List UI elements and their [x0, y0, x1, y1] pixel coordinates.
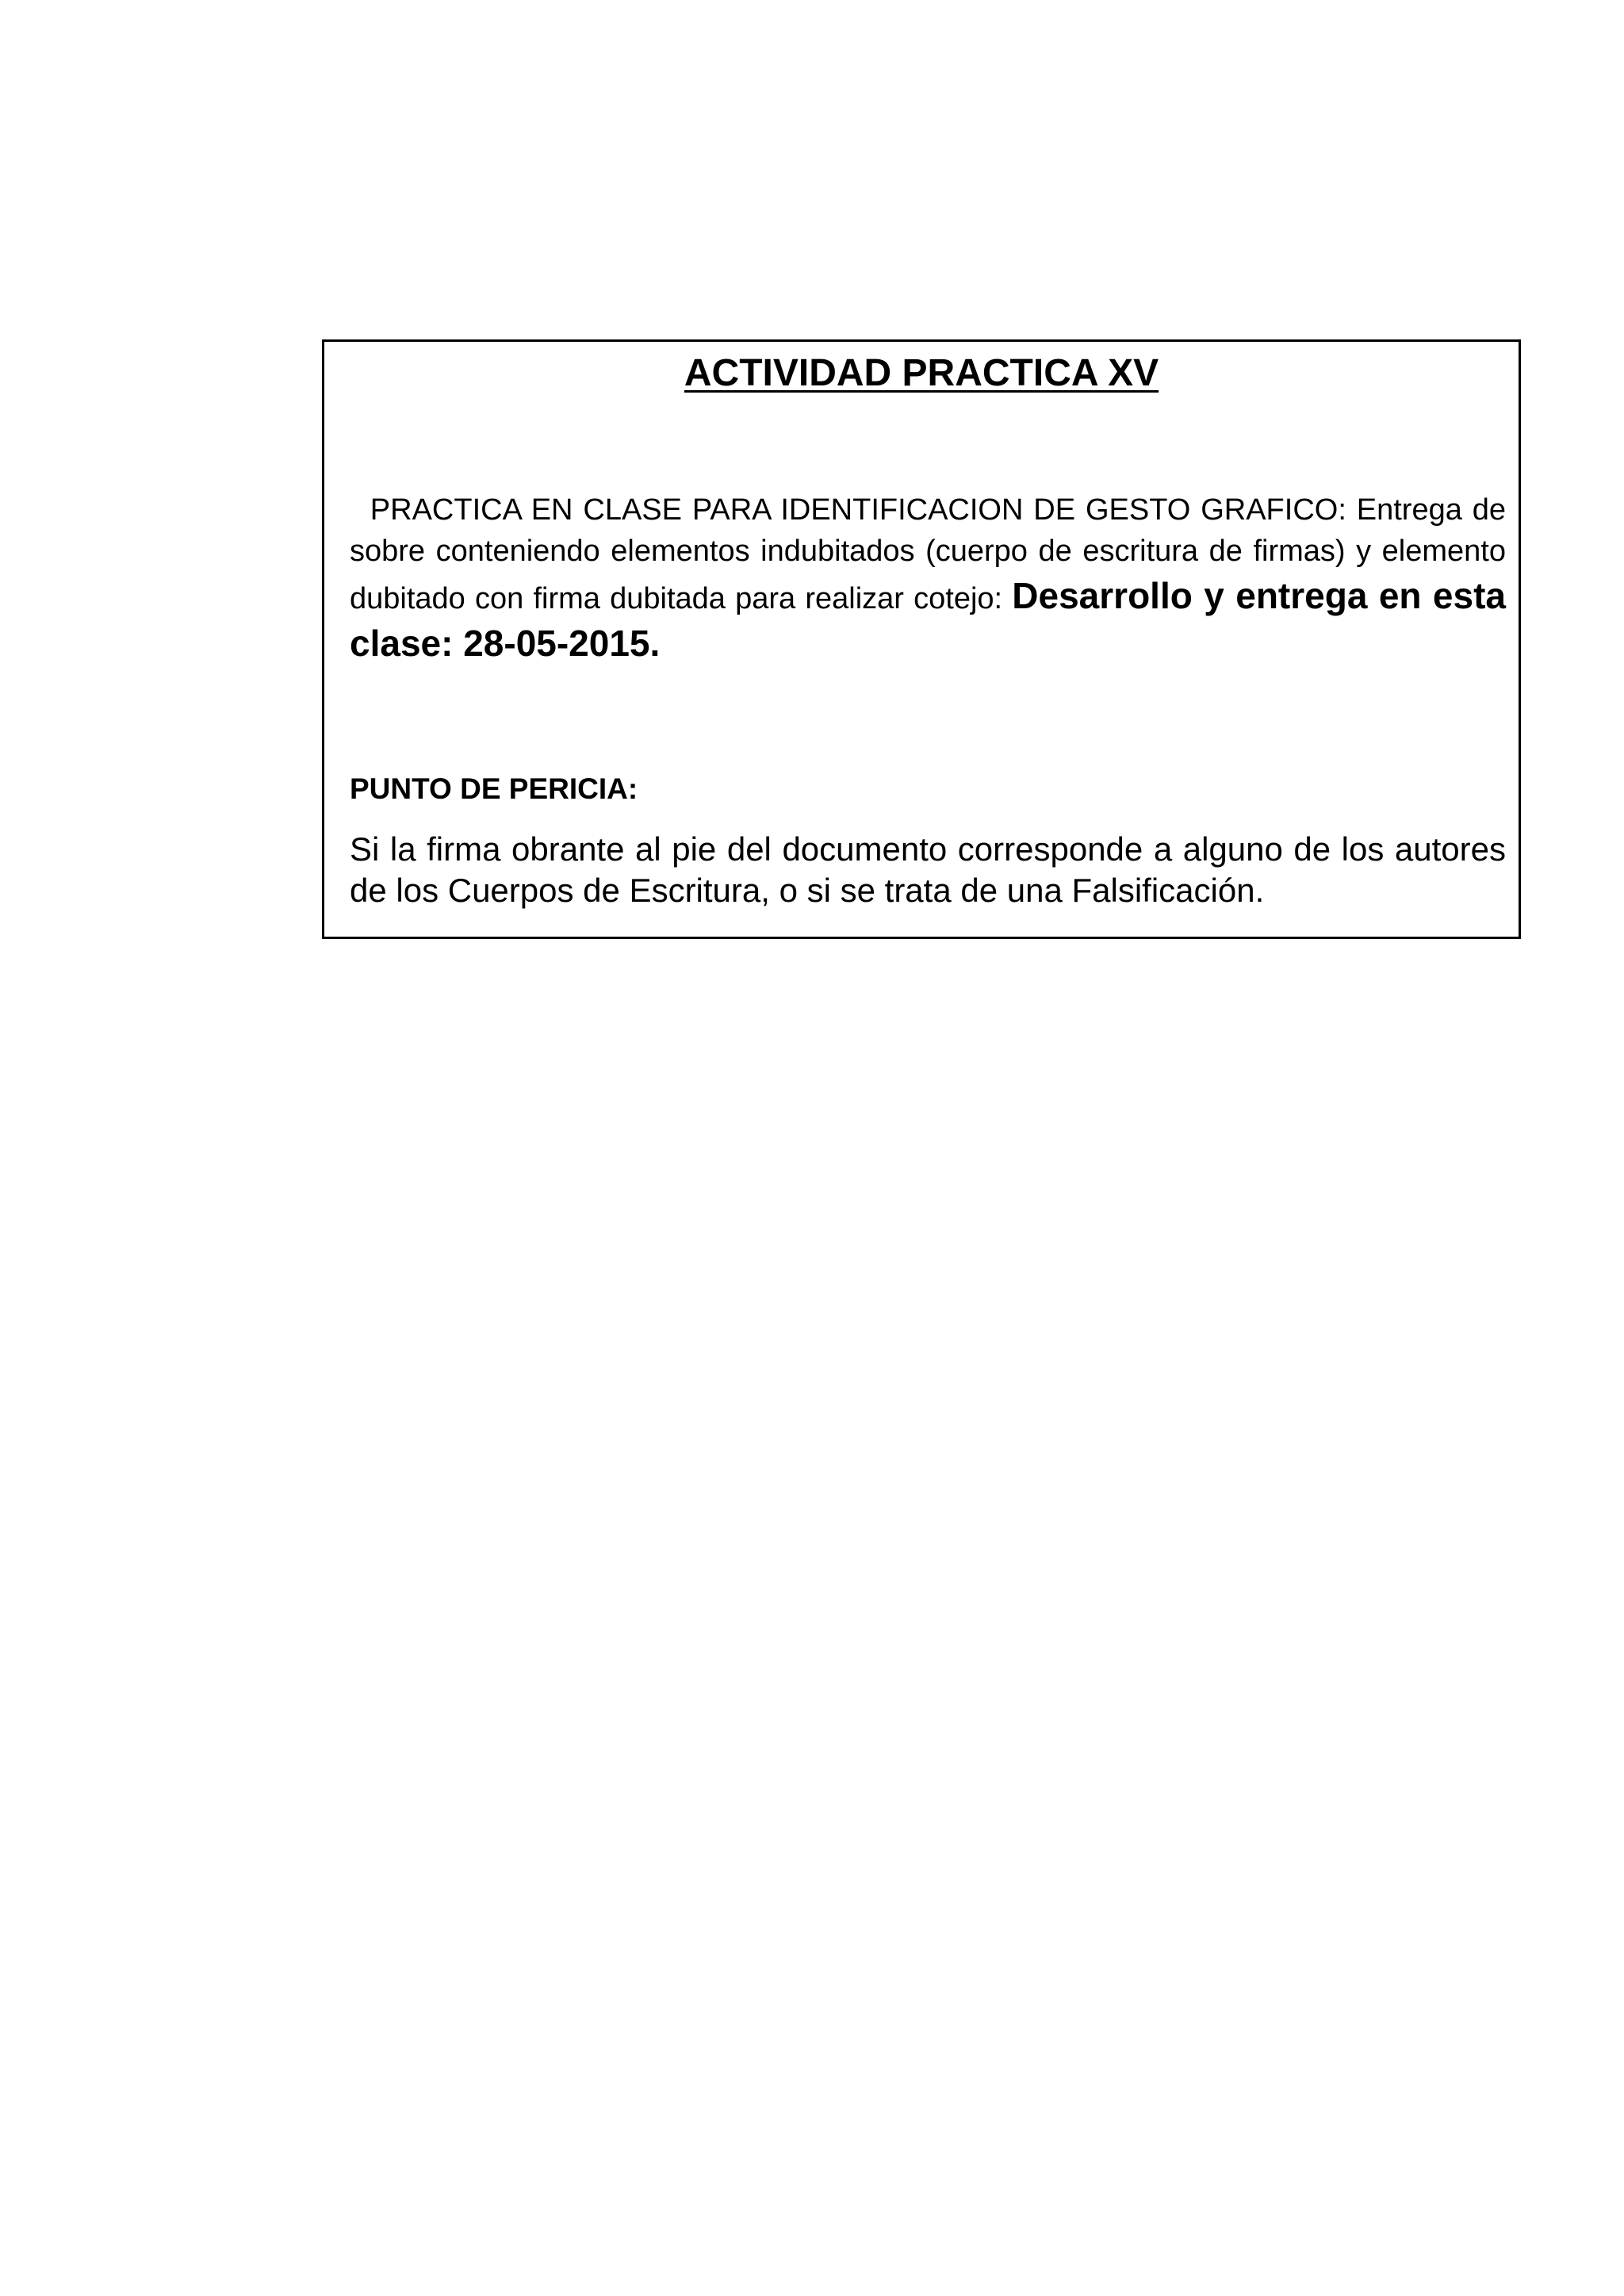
expertise-point-body: Si la firma obrante al pie del documento corresponde a alguno de los autores de los Cuerpos de Escritura, o si se trata de una Falsificación. — [350, 830, 1506, 909]
delivery-date-emphasis: Desarrollo y entrega en esta clase: 28-05-2015. — [350, 575, 1506, 664]
activity-box — [322, 339, 1521, 939]
activity-description-lead: PRACTICA EN CLASE PARA IDENTIFICACION DE GESTO GRAFICO: Entrega de sobre conteniendo elementos indubitados (cuerpo de escritura de firmas) y elemento dubitado con firma dubitada para realizar cotejo: — [350, 493, 1515, 615]
activity-description — [350, 489, 1515, 667]
expertise-point-heading: PUNTO DE PERICIA: — [350, 772, 638, 805]
activity-title: ACTIVIDAD PRACTICA XV — [684, 352, 1159, 394]
